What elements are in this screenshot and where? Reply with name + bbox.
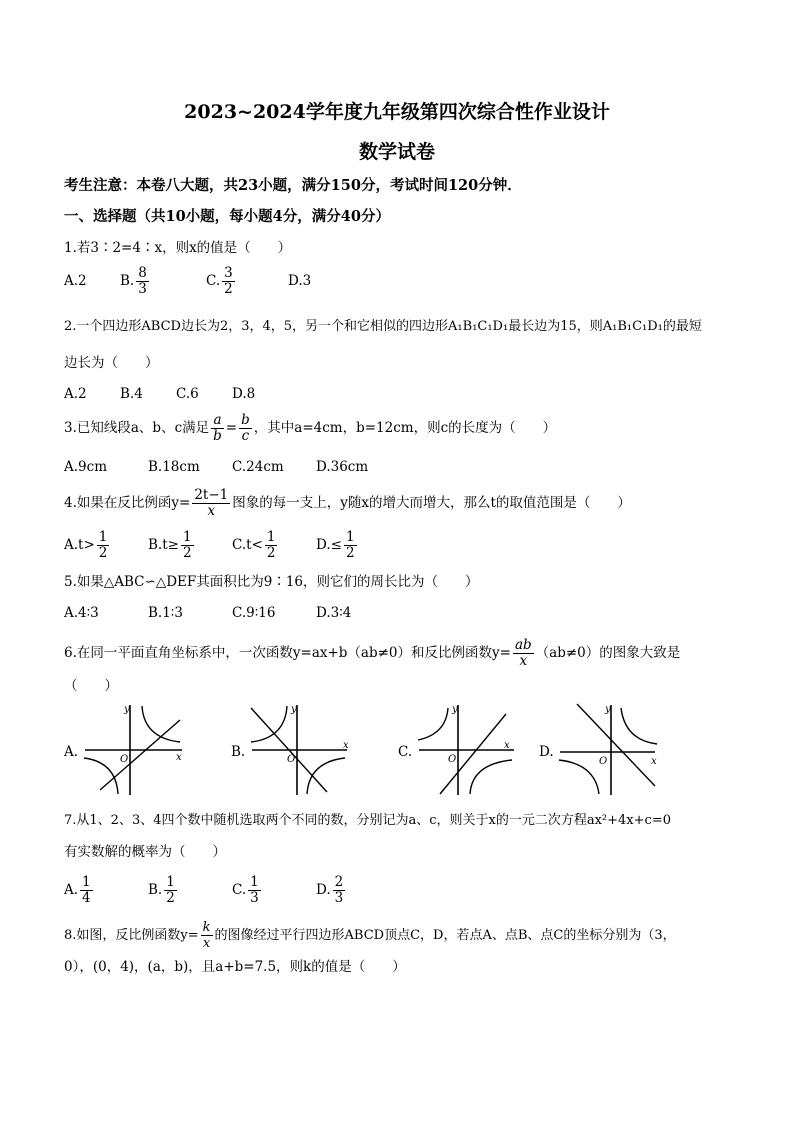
question-8-stem-line2: 0），(0，4)，(a，b)，且a+b=7.5，则k的值是（ ） bbox=[64, 959, 406, 975]
hyperbola-branch bbox=[559, 760, 599, 794]
option-b: B.4 bbox=[120, 386, 143, 402]
hyperbola-branch bbox=[251, 706, 287, 742]
question-6-stem-line2: （ ） bbox=[64, 678, 118, 694]
option-a: A.4∶3 bbox=[64, 605, 99, 621]
origin-label: O bbox=[599, 756, 608, 767]
question-6-stem: 6.在同一平面直角坐标系中，一次函数y=ax+b（ab≠0）和反比例函数y= $\frac{ab}{x}$ （ab≠0）的图象大致是 bbox=[64, 637, 681, 669]
option-d: D.3 bbox=[288, 273, 312, 289]
graph-d-label: D. bbox=[539, 744, 554, 760]
option-c: C.t< $\frac{1}{2}$ bbox=[232, 529, 276, 561]
question-2-options bbox=[64, 384, 255, 404]
hyperbola-branch bbox=[418, 708, 448, 740]
graph-a bbox=[80, 700, 190, 800]
origin-label: O bbox=[287, 754, 296, 765]
option-b: B.1∶3 bbox=[148, 605, 183, 621]
option-a: A.2 bbox=[64, 273, 87, 289]
question-4-stem: 4.如果在反比例函y= $\frac{2t-1}{x}$ 图象的每一支上，y随x的增大而增大，那么t的取值范围是（ ） bbox=[64, 487, 631, 519]
option-c: C. $\frac{3}{2}$ bbox=[206, 265, 233, 297]
x-axis-label: x bbox=[504, 740, 510, 751]
question-2-stem-line2: 边长为（ ） bbox=[64, 355, 159, 371]
y-axis-label: y bbox=[124, 704, 130, 715]
option-d: D.36cm bbox=[316, 459, 369, 475]
graph-c-label: C. bbox=[398, 744, 413, 760]
graph-b-label: B. bbox=[231, 744, 246, 760]
option-d: D.8 bbox=[232, 386, 256, 402]
linear-function-line bbox=[100, 720, 180, 790]
option-a: A.9cm bbox=[64, 459, 107, 475]
question-2-stem-line1: 2.一个四边形ABCD边长为2，3，4，5，另一个和它相似的四边形A₁B₁C₁D₁最长边为15，则A₁B₁C₁D₁的最短 bbox=[64, 319, 702, 334]
question-1-stem: 1.若3∶2=4∶x，则x的值是（ ） bbox=[64, 240, 292, 256]
graph-b bbox=[247, 700, 357, 800]
question-7-options bbox=[64, 875, 347, 906]
hyperbola-branch bbox=[621, 708, 657, 744]
question-3-options bbox=[64, 457, 368, 477]
option-c: C. $\frac{1}{3}$ bbox=[232, 874, 259, 906]
y-axis-label: y bbox=[452, 704, 458, 715]
question-3-stem: 3.已知线段a、b、c满足 $\frac{a}{b}$ = $\frac{b}{c}$ ，其中a=4cm，b=12cm，则c的长度为（ ） bbox=[64, 412, 557, 444]
option-a: A. $\frac{1}{4}$ bbox=[64, 874, 91, 906]
x-axis-label: x bbox=[651, 756, 657, 767]
exam-subtitle: 数学试卷 bbox=[358, 141, 435, 163]
section-heading: 一、选择题（共10小题，每小题4分，满分40分） bbox=[64, 208, 390, 225]
graph-c bbox=[414, 700, 524, 800]
question-5-options bbox=[64, 603, 351, 623]
option-c: C.9∶16 bbox=[232, 605, 276, 621]
question-5-stem: 5.如果△ABC∽△DEF其面积比为9∶16，则它们的周长比为（ ） bbox=[64, 574, 479, 590]
origin-label: O bbox=[448, 754, 457, 765]
option-d: D.≤ $\frac{1}{2}$ bbox=[316, 529, 355, 561]
option-c: C.24cm bbox=[232, 459, 284, 475]
option-b: B.18cm bbox=[148, 459, 200, 475]
graph-a-label: A. bbox=[64, 744, 79, 760]
exam-title: 2023~2024学年度九年级第四次综合性作业设计 bbox=[184, 101, 610, 123]
question-1-options bbox=[64, 266, 311, 297]
graph-d bbox=[555, 700, 665, 800]
option-a: A.t> $\frac{1}{2}$ bbox=[64, 529, 108, 561]
question-4-options bbox=[64, 530, 359, 561]
linear-function-line bbox=[577, 704, 655, 786]
option-b: B. $\frac{8}{3}$ bbox=[120, 265, 147, 297]
hyperbola-branch bbox=[470, 760, 512, 794]
x-axis-label: x bbox=[343, 740, 349, 751]
exam-notice: 考生注意：本卷八大题，共23小题，满分150分，考试时间120分钟． bbox=[64, 177, 522, 194]
option-d: D. $\frac{2}{3}$ bbox=[316, 874, 344, 906]
origin-label: O bbox=[120, 754, 129, 765]
question-8-stem: 8.如图，反比例函数y= $\frac{k}{x}$ 的图像经过平行四边形ABCD顶点C，D，若点A、点B、点C的坐标分别为（3， bbox=[64, 920, 676, 951]
option-c: C.6 bbox=[176, 386, 199, 402]
question-7-stem-line1: 7.从1、2、3、4四个数中随机选取两个不同的数，分别记为a、c，则关于x的一元二次方程ax²+4x+c=0 bbox=[64, 813, 671, 828]
option-a: A.2 bbox=[64, 386, 87, 402]
x-axis-label: x bbox=[176, 752, 182, 763]
question-7-stem-line2: 有实数解的概率为（ ） bbox=[64, 844, 226, 860]
y-axis-label: y bbox=[605, 704, 611, 715]
option-b: B. $\frac{1}{2}$ bbox=[148, 874, 175, 906]
y-axis-label: y bbox=[291, 704, 297, 715]
option-b: B.t≥ $\frac{1}{2}$ bbox=[148, 529, 192, 561]
option-d: D.3∶4 bbox=[316, 605, 352, 621]
